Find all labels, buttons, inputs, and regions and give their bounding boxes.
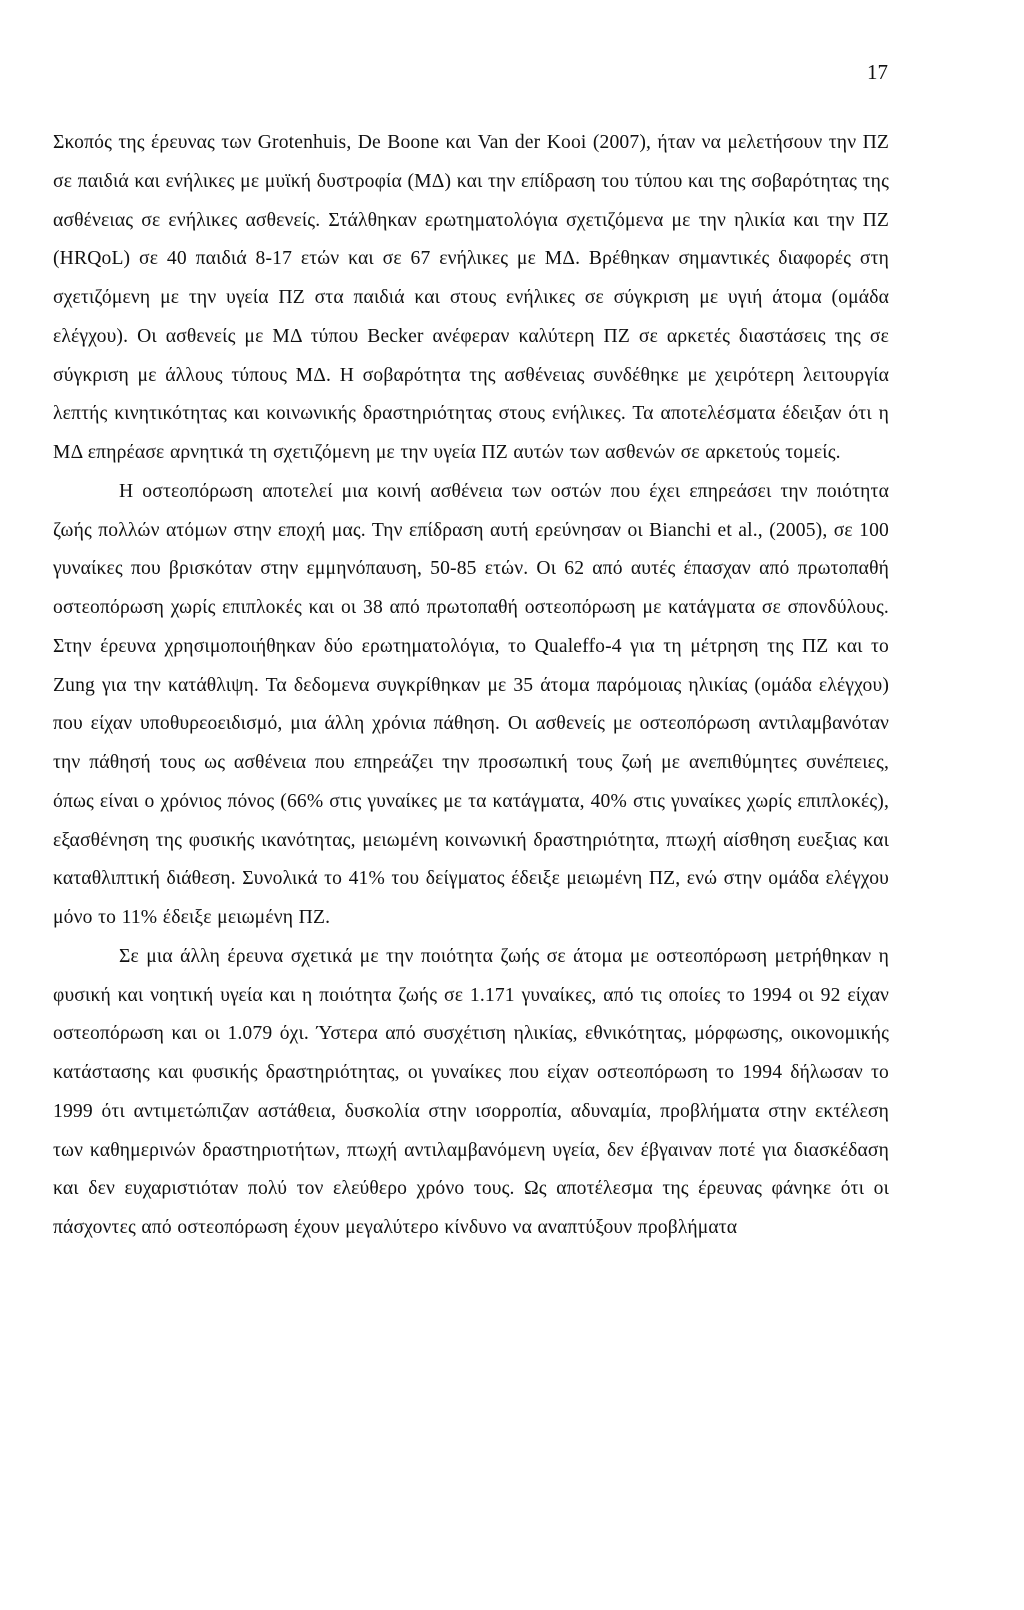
body-text xyxy=(53,124,889,1248)
page-number: 17 xyxy=(867,60,888,84)
paragraph-bianchi-study: Η οστεοπόρωση αποτελεί μια κοινή ασθένεια των οστών που έχει επηρεάσει την ποιότητα ζωής πολλών ατόμων στην εποχή μας. Την επίδραση αυτή ερεύνησαν οι Bianchi et al., (2005), σε 100 γυναίκες που βρισκόταν στην εμμηνόπαυση, 50-85 ετών. Οι 62 από αυτές έπασχαν από πρωτοπαθή οστεοπόρωση χωρίς επιπλοκές και οι 38 από πρωτοπαθή οστεοπόρωση με κατάγματα σε σπονδύλους. Στην έρευνα χρησιμοποιήθηκαν δύο ερωτηματολόγια, το Qualeffo-4 για τη μέτρηση της ΠΖ και το Zung για την κατάθλιψη. Τα δεδομενα συγκρίθηκαν με 35 άτομα παρόμοιας ηλικίας (ομάδα ελέγχου) που είχαν υποθυρεοειδισμό, μια άλλη χρόνια πάθηση. Οι ασθενείς με οστεοπόρωση αντιλαμβανόταν την πάθησή τους ως ασθένεια που επηρεάζει την προσωπική τους ζωή με ανεπιθύμητες συνέπειες, όπως είναι ο χρόνιος πόνος (66% στις γυναίκες με τα κατάγματα, 40% στις γυναίκες χωρίς επιπλοκές), εξασθένηση της φυσικής ικανότητας, μειωμένη κοινωνική δραστηριότητα, πτωχή αίσθηση ευεξιας και καταθλιπτική διάθεση. Συνολικά το 41% του δείγματος έδειξε μειωμένη ΠΖ, ενώ στην ομάδα ελέγχου μόνο το 11% έδειξε μειωμένη ΠΖ. xyxy=(53,480,889,928)
paragraph-grotenhuis-study: Σκοπός της έρευνας των Grotenhuis, De Boone και Van der Kooi (2007), ήταν να μελετήσουν την ΠΖ σε παιδιά και ενήλικες με μυϊκή δυστροφία (ΜΔ) και την επίδραση του τύπου και της σοβαρότητας της ασθένειας σε ενήλικες ασθενείς. Στάλθηκαν ερωτηματολόγια σχετιζόμενα με την ηλικία και την ΠΖ (HRQoL) σε 40 παιδιά 8-17 ετών και σε 67 ενήλικες με ΜΔ. Βρέθηκαν σημαντικές διαφορές στη σχετιζόμενη με την υγεία ΠΖ στα παιδιά και στους ενήλικες σε σύγκριση με υγιή άτομα (ομάδα ελέγχου). Οι ασθενείς με ΜΔ τύπου Becker ανέφεραν καλύτερη ΠΖ σε αρκετές διαστάσεις της σε σύγκριση με άλλους τύπους ΜΔ. Η σοβαρότητα της ασθένειας συνδέθηκε με χειρότερη λειτουργία λεπτής κινητικότητας και κοινωνικής δραστηριότητας στους ενήλικες. Τα αποτελέσματα έδειξαν ότι η ΜΔ επηρέασε αρνητικά τη σχετιζόμενη με την υγεία ΠΖ αυτών των ασθενών σε αρκετούς τομείς. xyxy=(53,132,889,463)
paragraph-osteoporosis-followup: Σε μια άλλη έρευνα σχετικά με την ποιότητα ζωής σε άτομα με οστεοπόρωση μετρήθηκαν η φυσική και νοητική υγεία και η ποιότητα ζωής σε 1.171 γυναίκες, από τις οποίες το 1994 οι 92 είχαν οστεοπόρωση και οι 1.079 όχι. Ύστερα από συσχέτιση ηλικίας, εθνικότητας, μόρφωσης, οικονομικής κατάστασης και φυσικής δραστηριότητας, οι γυναίκες που είχαν οστεοπόρωση το 1994 δήλωσαν το 1999 ότι αντιμετώπιζαν αστάθεια, δυσκολία στην ισορροπία, αδυναμία, προβλήματα στην εκτέλεση των καθημερινών δραστηριοτήτων, πτωχή αντιλαμβανόμενη υγεία, δεν έβγαιναν ποτέ για διασκέδαση και δεν ευχαριστιόταν πολύ τον ελεύθερο χρόνο τους. Ως αποτέλεσμα της έρευνας φάνηκε ότι οι πάσχοντες από οστεοπόρωση έχουν μεγαλύτερο κίνδυνο να αναπτύξουν προβλήματα xyxy=(53,945,889,1238)
